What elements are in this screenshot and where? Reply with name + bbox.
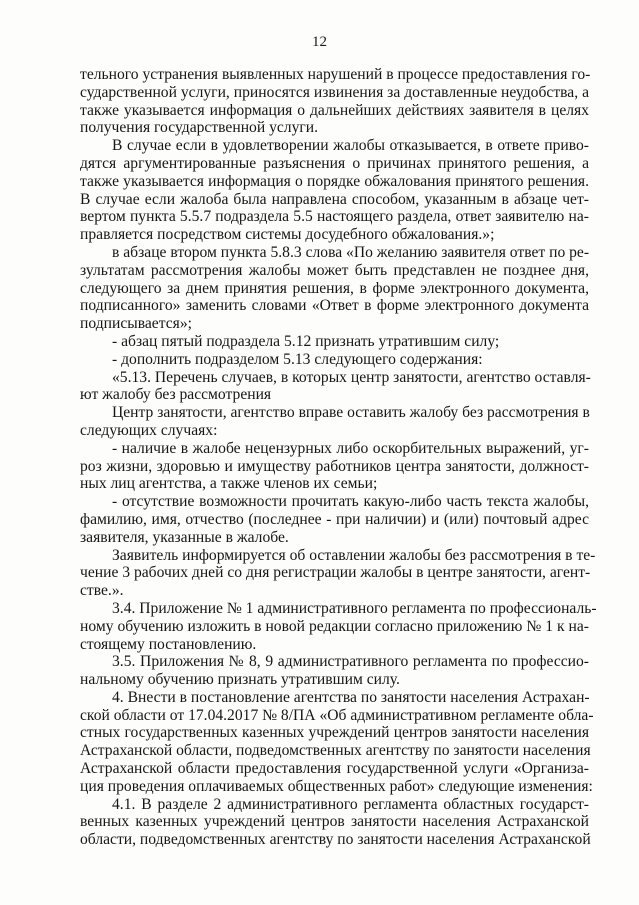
text-line: «5.13. Перечень случаев, в которых центр занятости, агентство оставля- [112, 368, 591, 386]
text-line: области, подведомственных агентству по занятости населения Астраханской [80, 831, 591, 849]
text-line: роз жизни, здоровью и имуществу работников центра занятости, должност- [80, 457, 589, 475]
text-line: следующего за днем принятия решения, в форме электронного документа, [80, 279, 589, 297]
paragraph [80, 66, 589, 137]
document-body [80, 66, 597, 849]
paragraph [80, 137, 589, 244]
text-line: венных казенных учреждений центров занятости населения Астраханской [80, 813, 589, 831]
paragraph [80, 688, 594, 796]
text-line: также указывается информация о дальнейших действиях заявителя в целях [80, 101, 589, 119]
text-line: ют жалобу без рассмотрения [80, 386, 272, 404]
text-line: ному обучению изложить в новой редакции согласно приложению № 1 к на- [80, 617, 589, 635]
text-line: Астраханской области предоставления государственной услуги «Организа- [80, 760, 589, 778]
text-line: Заявитель информируется об оставлении жалобы без рассмотрения в те- [112, 546, 596, 564]
text-line: фамилию, имя, отчество (последнее - при наличии) и (или) почтовый адрес [80, 510, 589, 528]
text-line: подписанного» заменить словами «Ответ в форме электронного документа [80, 297, 589, 315]
text-line: - отсутствие возможности прочитать какую-либо часть текста жалобы, [112, 493, 589, 511]
text-line: 4. Внести в постановление агентства по занятости населения Астрахан- [112, 688, 590, 706]
text-line: чение 3 рабочих дней со дня регистрации жалобы в центре занятости, агент- [80, 564, 591, 582]
text-line: 4.1. В разделе 2 административного регламента областных государст- [112, 795, 589, 813]
text-line: стве.». [80, 582, 124, 600]
paragraph [80, 244, 589, 333]
text-line: - дополнить подразделом 5.13 следующего содержания: [112, 350, 483, 368]
paragraph [80, 369, 589, 405]
text-line: в абзаце втором пункта 5.8.3 слова «По желанию заявителя ответ по ре- [112, 243, 590, 261]
paragraph [80, 546, 596, 600]
paragraph [80, 653, 589, 689]
text-line: подписывается»; [80, 315, 192, 333]
paragraph [80, 599, 597, 653]
text-line: ция проведения оплачиваемых общественных работ» следующие изменения: [80, 777, 593, 795]
text-line: 3.4. Приложение № 1 административного регламента по профессиональ- [112, 599, 597, 617]
page-number: 12 [312, 34, 327, 50]
text-line: нальному обучению признать утратившим силу. [80, 671, 400, 689]
text-line: дятся аргументированные разъяснения о причинах принятого решения, а [80, 154, 589, 172]
paragraph [80, 440, 589, 493]
text-line: сударственной услуги, приносятся извинения за доставленные неудобства, а [80, 83, 589, 101]
text-line: зультатам рассмотрения жалобы может быть представлен не позднее дня, [80, 261, 589, 279]
text-line: 3.5. Приложения № 8, 9 административного регламента по профессио- [112, 653, 589, 671]
text-line: следующих случаях: [80, 421, 218, 439]
text-line: стоящему постановлению. [80, 635, 257, 653]
text-line: ской области от 17.04.2017 № 8/ПА «Об административном регламенте обла- [80, 706, 594, 724]
paragraph [80, 493, 589, 546]
text-line: тельного устранения выявленных нарушений в процессе предоставления го- [80, 66, 591, 83]
text-line: В случае если в удовлетворении жалобы отказывается, в ответе приво- [112, 137, 589, 155]
text-line: ных лиц агентства, а также членов их семьи; [80, 475, 378, 493]
text-line: стных государственных казенных учреждений центров занятости населения [80, 724, 589, 742]
text-line: заявителя, указанные в жалобе. [80, 528, 289, 546]
text-line: - абзац пятый подраздела 5.12 признать утратившим силу; [112, 332, 500, 350]
text-line: - наличие в жалобе нецензурных либо оскорбительных выражений, уг- [112, 439, 589, 457]
text-line: также указывается информация о порядке обжалования принятого решения. [80, 172, 589, 190]
paragraph [80, 351, 589, 369]
paragraph [80, 796, 589, 849]
text-line: получения государственной услуги. [80, 119, 319, 137]
text-line: правляется посредством системы досудебного обжалования.»; [80, 226, 495, 244]
paragraph [80, 333, 589, 351]
text-line: В случае если жалоба была направлена способом, указанным в абзаце чет- [80, 190, 589, 208]
text-line: вертом пункта 5.5.7 подраздела 5.5 настоящего раздела, ответ заявителю на- [80, 208, 589, 226]
text-line: Астраханской области, подведомственных агентству по занятости населения [80, 742, 591, 760]
text-line: Центр занятости, агентство вправе оставить жалобу без рассмотрения в [112, 404, 590, 422]
paragraph [80, 404, 589, 440]
